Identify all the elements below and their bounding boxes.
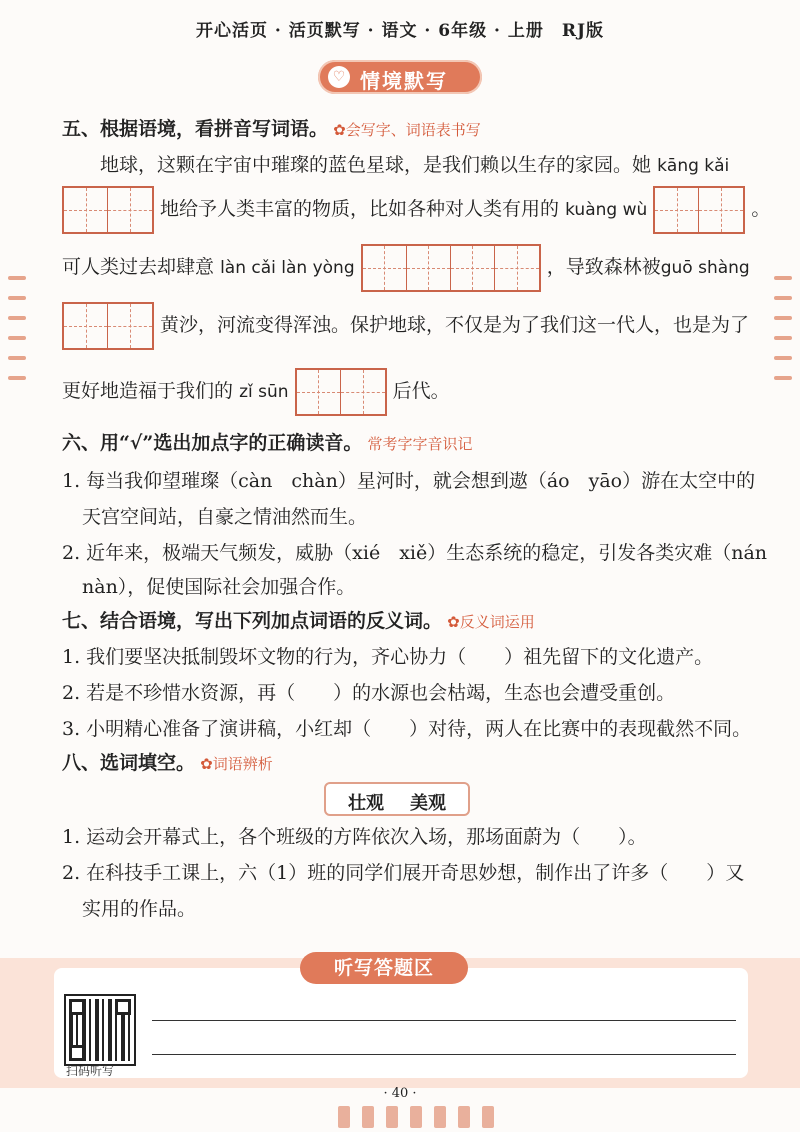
heart-icon: ♡ <box>328 66 350 88</box>
q5-line-3: 可人类过去却肆意 làn cǎi làn yòng ，导致森林被guō shàng <box>62 244 750 292</box>
pinyin-lancai: làn cǎi làn yòng <box>220 258 355 278</box>
word-option-2: 美观 <box>410 793 446 814</box>
q8-heading <box>62 748 273 775</box>
q6-item-1-cont: 天宫空间站，自豪之情油然而生。 <box>82 506 368 528</box>
page-header: 开心活页 · 活页默写 · 语文 · 6年级 · 上册 RJ版 <box>195 21 605 41</box>
qr-label: 扫码听写 <box>66 1064 115 1078</box>
q8-item-2: 2. 在科技手工课上，六（1）班的同学们展开奇思妙想，制作出了许多（ ）又 <box>62 862 745 884</box>
answer-boxes-lancailanyong[interactable] <box>361 244 541 292</box>
left-side-tabs <box>8 276 26 380</box>
section-banner <box>318 60 482 94</box>
page-number: · 40 · <box>383 1086 417 1101</box>
flower-icon: ✿ <box>447 613 460 631</box>
listening-answer-panel <box>54 968 748 1078</box>
listening-banner: 听写答题区 <box>300 952 468 984</box>
q7-heading <box>62 606 535 633</box>
answer-line-2[interactable] <box>152 1054 736 1055</box>
q7-item-3: 3. 小明精心准备了演讲稿，小红却（ ）对待，两人在比赛中的表现截然不同。 <box>62 718 752 740</box>
bottom-tabs <box>338 1106 494 1128</box>
q7-item-1: 1. 我们要坚决抵制毁坏文物的行为，齐心协力（ ）祖先留下的文化遗产。 <box>62 646 714 668</box>
answer-boxes-guoshang[interactable] <box>62 302 154 350</box>
pinyin-kuangwu: kuàng wù <box>565 200 648 220</box>
flower-icon: ✿ <box>333 121 346 139</box>
q5-title: 五、根据语境，看拼音写词语。 <box>62 118 329 140</box>
q5-line-2: 地给予人类丰富的物质，比如各种对人类有用的 kuàng wù 。 <box>62 186 770 234</box>
q6-heading <box>62 428 472 455</box>
q5-line-1: 地球，这颗在宇宙中璀璨的蓝色星球，是我们赖以生存的家园。她 kāng kǎi <box>100 154 730 176</box>
pinyin-guoshang: guō shàng <box>660 258 750 278</box>
q6-title: 六、用“√”选出加点字的正确读音。 <box>62 432 363 454</box>
q5-heading <box>62 114 481 141</box>
q6-tag: 常考字字音识记 <box>367 435 473 453</box>
q5-line-4: 黄沙，河流变得浑浊。保护地球，不仅是为了我们这一代人，也是为了 <box>62 302 749 350</box>
q6-item-2: 2. 近年来，极端天气频发，威胁（xié xiě）生态系统的稳定，引发各类灾难（nán <box>62 542 768 564</box>
right-side-tabs <box>774 276 792 380</box>
word-choice-box <box>324 782 470 816</box>
pinyin-zisun: zǐ sūn <box>239 382 289 402</box>
q5-tag: ✿会写字、词语表书写 <box>333 121 481 139</box>
banner-title: 情境默写 <box>360 69 448 93</box>
q8-tag: ✿词语辨析 <box>200 755 273 773</box>
q8-title: 八、选词填空。 <box>62 752 196 774</box>
answer-line-1[interactable] <box>152 1020 736 1021</box>
q8-item-2-cont: 实用的作品。 <box>82 898 197 920</box>
answer-boxes-zisun[interactable] <box>295 368 387 416</box>
answer-boxes-kangkai[interactable] <box>62 186 154 234</box>
flower-icon: ✿ <box>200 755 213 773</box>
pinyin-kangkai: kāng kǎi <box>657 156 730 176</box>
answer-boxes-kuangwu[interactable] <box>653 186 745 234</box>
q6-item-1: 1. 每当我仰望璀璨（càn chàn）星河时，就会想到遨（áo yāo）游在太空中的 <box>62 470 756 492</box>
q8-item-1: 1. 运动会开幕式上，各个班级的方阵依次入场，那场面蔚为（ ）。 <box>62 826 647 848</box>
q5-line-5: 更好地造福于我们的 zǐ sūn 后代。 <box>62 368 450 416</box>
q7-tag: ✿反义词运用 <box>447 613 535 631</box>
q7-title: 七、结合语境，写出下列加点词语的反义词。 <box>62 610 443 632</box>
q7-item-2: 2. 若是不珍惜水资源，再（ ）的水源也会枯竭，生态也会遭受重创。 <box>62 682 676 704</box>
qr-code-icon[interactable] <box>66 996 134 1064</box>
word-option-1: 壮观 <box>348 793 384 814</box>
q6-item-2-cont: nàn），促使国际社会加强合作。 <box>82 576 356 598</box>
